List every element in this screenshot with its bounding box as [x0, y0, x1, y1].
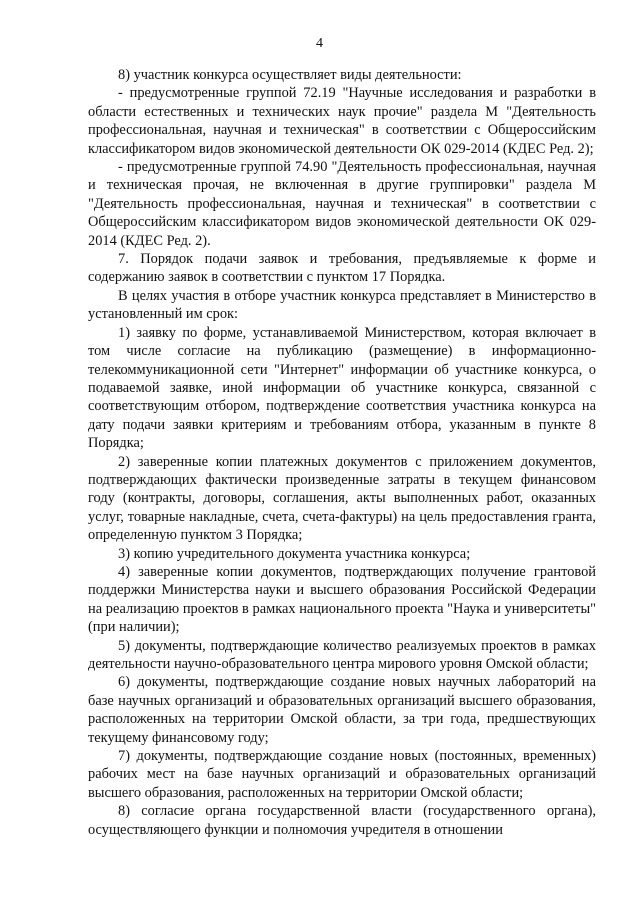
- paragraph-item-1: 1) заявку по форме, устанавливаемой Министерством, которая включает в том числе согласие на публикацию (размещение) в информационно-телекоммуникационной сети "Интернет" информации об участнике конкурса, о подаваемой заявке, иной информации об участнике конкурса, связанной с соответствующим отбором, подтверждение соответствия участника конкурса на дату подачи заявки критериям и требованиям отбора, указанным в пункте 8 Порядка;: [88, 324, 596, 452]
- paragraph-item-2: 2) заверенные копии платежных документов с приложением документов, подтверждающих фактически произведенные затраты в текущем финансовом году (контракты, договоры, соглашения, акты выполненных работ, оказанных услуг, товарные накладные, счета, счета-фактуры) на цель предоставления гранта, определенную пунктом 3 Порядка;: [88, 453, 596, 544]
- paragraph-item-3: 3) копию учредительного документа участника конкурса;: [118, 545, 471, 562]
- paragraph-item-5: 5) документы, подтверждающие количество реализуемых проектов в рамках деятельности научно-образовательного центра мирового уровня Омской области;: [88, 637, 596, 672]
- paragraph-activity-74-90: - предусмотренные группой 74.90 "Деятельность профессиональная, научная и техническая прочая, не включенная в другие группировки" раздела М "Деятельность профессиональная, научная и техническая" в соответствии с Общероссийским классификатором видов экономической деятельности ОК 029-2014 (КДЕС Ред. 2).: [88, 159, 596, 249]
- paragraph-participation-intro: В целях участия в отборе участник конкурса представляет в Министерство в установленный им срок:: [88, 287, 596, 323]
- page-number: 4: [316, 36, 323, 51]
- paragraph-item-6: 6) документы, подтверждающие создание новых научных лабораторий на базе научных организаций и образовательных организаций высшего образования, расположенных на территории Омской области, за три года, предшествующих текущему финансовому году;: [88, 674, 596, 746]
- paragraph-item-4: 4) заверенные копии документов, подтверждающих получение грантовой поддержки Министерства науки и высшего образования Российской Федерации на реализацию проектов в рамках национального проекта "Наука и университеты" (при наличии);: [88, 563, 596, 636]
- paragraph-activity-72-19: - предусмотренные группой 72.19 "Научные исследования и разработки в области естественных и технических наук прочие" раздела М "Деятельность профессиональная, научная и техническая" в соответствии с Общероссийским классификатором видов экономической деятельности ОК 029-2014 (КДЕС Ред. 2);: [88, 85, 596, 157]
- paragraph-item-7: 7) документы, подтверждающие создание новых (постоянных, временных) рабочих мест на базе научных организаций и образовательных организаций высшего образования, расположенных на территории Омской области;: [88, 748, 596, 801]
- paragraph-activities-intro: 8) участник конкурса осуществляет виды деятельности:: [118, 67, 462, 83]
- paragraph-item-8: 8) согласие органа государственной власти (государственного органа), осуществляющего функции и полномочия учредителя в отношении: [88, 803, 596, 838]
- paragraph-section-7: 7. Порядок подачи заявок и требования, предъявляемые к форме и содержанию заявок в соответствии с пунктом 17 Порядка.: [88, 251, 596, 286]
- document-body: [88, 66, 596, 839]
